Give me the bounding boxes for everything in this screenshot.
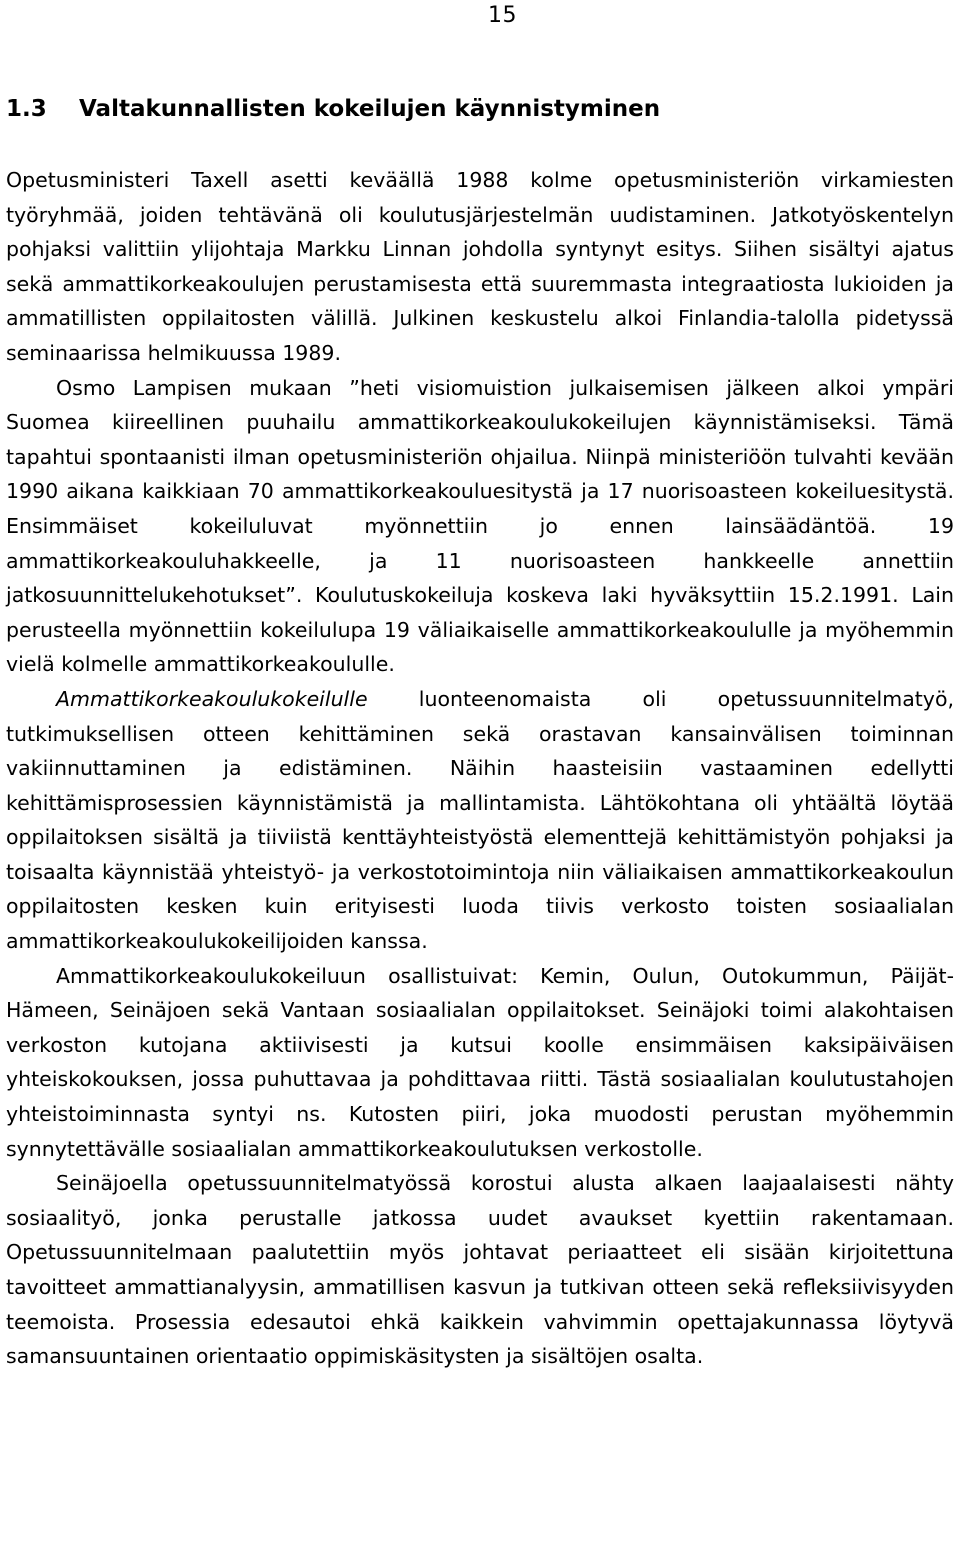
- section-heading: [6, 93, 946, 125]
- section-number: 1.3: [6, 96, 47, 122]
- paragraph-3-text: luonteenomaista oli opetussuunnitelmatyö, tutkimuksellisen otteen kehittäminen sekä orastavan kansainvälisen toiminnan vakiinnuttaminen ja edistäminen. Näihin haasteisiin vastaaminen edellytti kehittämisprosessien käynnistämistä ja mallintamista. Lähtökohtana oli yhtäältä löytää oppilaitoksen sisältä ja tiiviistä kenttäyhteistyöstä elementtejä kehittämistyön pohjaksi ja toisaalta käynnistää yhteistyö- ja verkostotoimintoja niin väliaikaisen ammattikorkeakoulun oppilaitosten kesken kuin erityisesti luoda tiivis verkosto toisten sosiaalialan ammattikorkeakoulukokeilijoiden kanssa.: [6, 686, 954, 954]
- paragraph-4: Ammattikorkeakoulukokeiluun osallistuivat: Kemin, Oulun, Outokummun, Päijät-Hämeen, Seinäjoen sekä Vantaan sosiaalialan oppilaitokset. Seinäjoki toimi alakohtaisen verkoston kutojana aktiivisesti ja kutsui koolle ensimmäisen kaksipäiväisen yhteiskokouksen, jossa puhuttavaa ja pohdittavaa riitti. Tästä sosiaalialan koulutustahojen yhteistoiminnasta syntyi ns. Kutosten piiri, joka muodosti perustan myöhemmin synnytettävälle sosiaalialan ammattikorkeakoulutuksen verkostolle.: [6, 963, 954, 1161]
- section-title: Valtakunnallisten kokeilujen käynnistyminen: [79, 96, 661, 122]
- paragraph-3: [6, 682, 954, 959]
- paragraph-1: Opetusministeri Taxell asetti keväällä 1988 kolme opetusministeriön virkamiesten työryhmää, joiden tehtävänä oli koulutusjärjestelmän uudistaminen. Jatkotyöskentelyn pohjaksi valittiin ylijohtaja Markku Linnan johdolla syntynyt esitys. Siihen sisältyi ajatus sekä ammattikorkeakoulujen perustamisesta että suuremmasta integraatiosta lukioiden ja ammatillisten oppilaitosten välillä. Julkinen keskustelu alkoi Finlandia-talolla pidetyssä seminaarissa helmikuussa 1989.: [6, 168, 954, 365]
- paragraph-5: Seinäjoella opetussuunnitelmatyössä korostui alusta alkaen laajaalaisesti nähty sosiaalityö, jonka perustalle jatkossa uudet avaukset kyettiin rakentamaan. Opetussuunnitelmaan paalutettiin myös johtavat periaatteet eli sisään kirjoitettuna tavoitteet ammattianalyysin, ammatillisen kasvun ja tutkivan otteen sekä refleksiivisyyden teemoista. Prosessia edesautoi ehkä kaikkein vahvimmin opettajakunnassa löytyvä samansuuntainen orientaatio oppimiskäsitysten ja sisältöjen osalta.: [6, 1171, 954, 1369]
- paragraph-2: Osmo Lampisen mukaan ”heti visiomuistion julkaisemisen jälkeen alkoi ympäri Suomea kiireellinen puuhailu ammattikorkeakoulukokeilujen käynnistämiseksi. Tämä tapahtui spontaanisti ilman opetusministeriön ohjailua. Niinpä ministeriöön tulvahti kevään 1990 aikana kaikkiaan 70 ammattikorkeakouluesitystä ja 17 nuorisoasteen kokeiluesitystä. Ensimmäiset kokeiluluvat myönnettiin jo ennen lainsäädäntöä. 19 ammattikorkeakouluhakkeelle, ja 11 nuorisoasteen hankkeelle annettiin jatkosuunnittelukehotukset”. Koulutuskokeiluja koskeva laki hyväksyttiin 15.2.1991. Lain perusteella myönnettiin kokeilulupa 19 väliaikaiselle ammattikorkeakoululle ja myöhemmin vielä kolmelle ammattikorkeakoululle.: [6, 375, 954, 677]
- body-text: [6, 163, 954, 1374]
- page-number: 15: [488, 3, 517, 28]
- paragraph-3-emphasis: Ammattikorkeakoulukokeilulle: [56, 686, 368, 711]
